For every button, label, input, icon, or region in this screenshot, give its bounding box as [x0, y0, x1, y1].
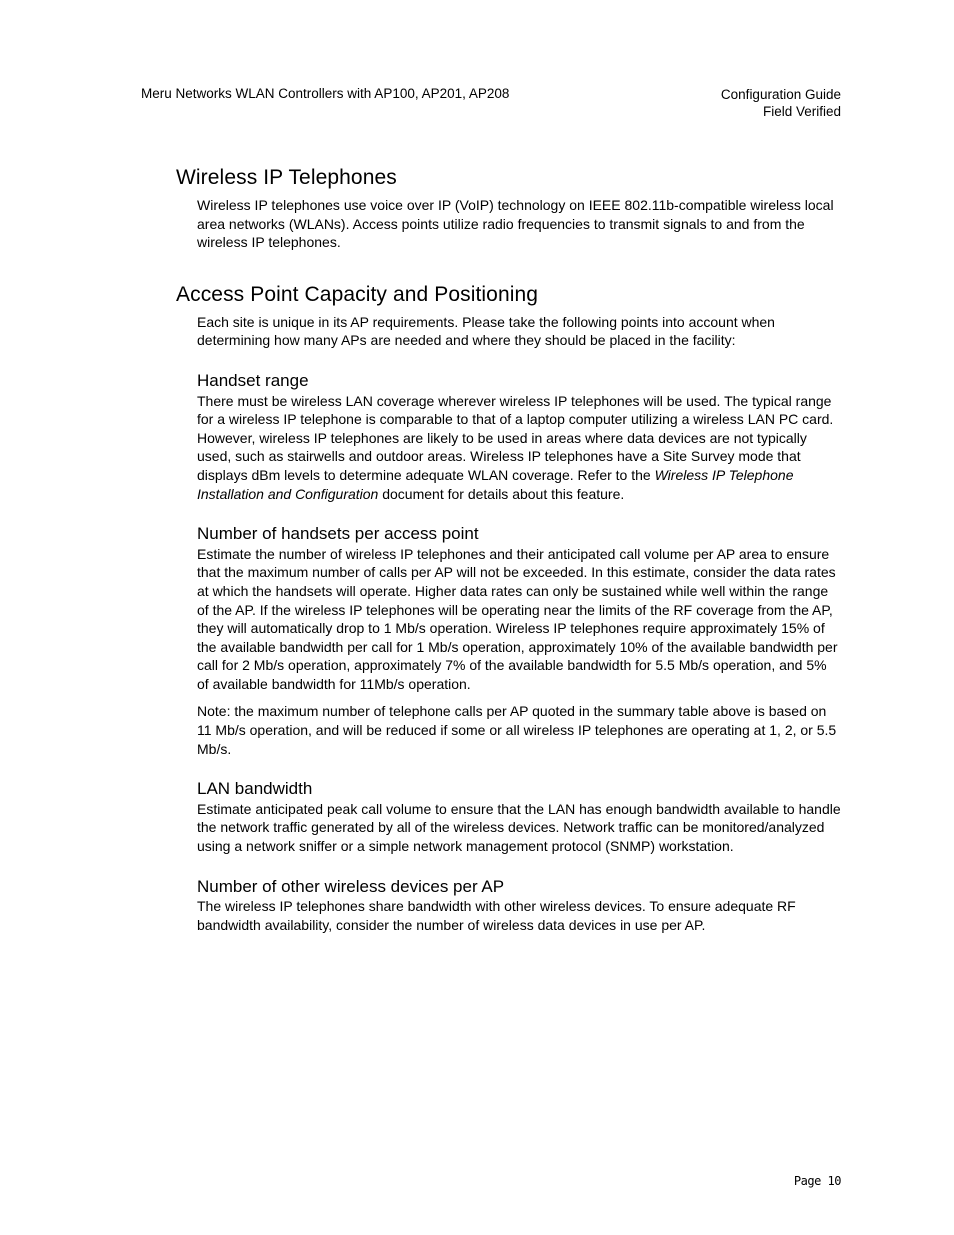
subsection-title-handset-range: Handset range: [197, 370, 309, 390]
subsection-title-lan-bandwidth: LAN bandwidth: [197, 779, 313, 799]
header-right: [721, 86, 841, 120]
page-content: [176, 166, 842, 934]
handset-range-text-after: document for details about this feature.: [378, 485, 625, 502]
subsection-title-other-devices: Number of other wireless devices per AP: [197, 876, 505, 896]
subsection-body-lan-bandwidth: Estimate anticipated peak call volume to ensure that the LAN has enough bandwidth available to handle the network traffic generated by all of the wireless devices. Network traffic can be monitored/analyzed using a network sniffer or a simple network management protocol (SNMP) workstation.: [197, 800, 841, 855]
subsection-body-handsets-per-ap: Estimate the number of wireless IP telephones and their anticipated call volume per AP area to ensure that the maximum number of calls per AP will not be exceeded. In this estimate, consider the data rates at which the handsets will operate. Higher data rates can only be sustained while well within the range of the AP. If the wireless IP telephones will be operating near the limits of the RF coverage from the AP, they will automatically drop to 1 Mb/s operation. Wireless IP telephones require approximately 15% of the available bandwidth per call for 1 Mb/s operation, approximately 10% of the available bandwidth per call for 2 Mb/s operation, approximately 7% of the available bandwidth for 5.5 Mb/s operation, and 5% of available bandwidth for 11Mb/s operation.: [197, 545, 838, 692]
section-title-ap-capacity: Access Point Capacity and Positioning: [176, 282, 539, 306]
subsection-title-handsets-per-ap: Number of handsets per access point: [197, 524, 479, 544]
header-status-label: Field Verified: [762, 104, 841, 119]
subsection-body-handset-range: [197, 392, 842, 504]
handset-range-text-before: There must be wireless LAN coverage wherever wireless IP telephones will be used. The typical range for a wireless IP telephone is comparable to that of a laptop computer utilizing a wireless LAN PC card. However, wireless IP telephones are likely to be used in areas where data devices are not typically used, such as stairwells and outdoor areas. Wireless IP telephones have a Site Survey mode that displays dBm levels to determine adequate WLAN coverage. Refer to the: [197, 392, 834, 483]
section-title-wireless-ip-telephones: Wireless IP Telephones: [176, 166, 397, 189]
header-title: Meru Networks WLAN Controllers with AP100, AP201, AP208: [141, 86, 510, 101]
page-number: Page 10: [793, 1174, 841, 1188]
header-guide-label: Configuration Guide: [720, 87, 841, 102]
section-body-ap-capacity: Each site is unique in its AP requirements. Please take the following points into account when determining how many APs are needed and where they should be placed in the facility:: [197, 313, 775, 349]
handset-range-doc-title: Wireless IP Telephone Installation and Configuration: [197, 466, 794, 502]
subsection-note-handsets-per-ap: Note: the maximum number of telephone calls per AP quoted in the summary table above is based on 11 Mb/s operation, and will be reduced if some or all wireless IP telephones are operating at 1, 2, or 5.5 Mb/s.: [197, 703, 837, 757]
subsection-body-other-devices: The wireless IP telephones share bandwidth with other wireless devices. To ensure adequate RF bandwidth availability, consider the number of wireless data devices in use per AP.: [197, 898, 796, 933]
section-body-wireless-ip-telephones: Wireless IP telephones use voice over IP (VoIP) technology on IEEE 802.11b-compatible wireless local area networks (WLANs). Access points utilize radio frequencies to transmit signals to and from the wireless IP telephones.: [197, 197, 834, 251]
